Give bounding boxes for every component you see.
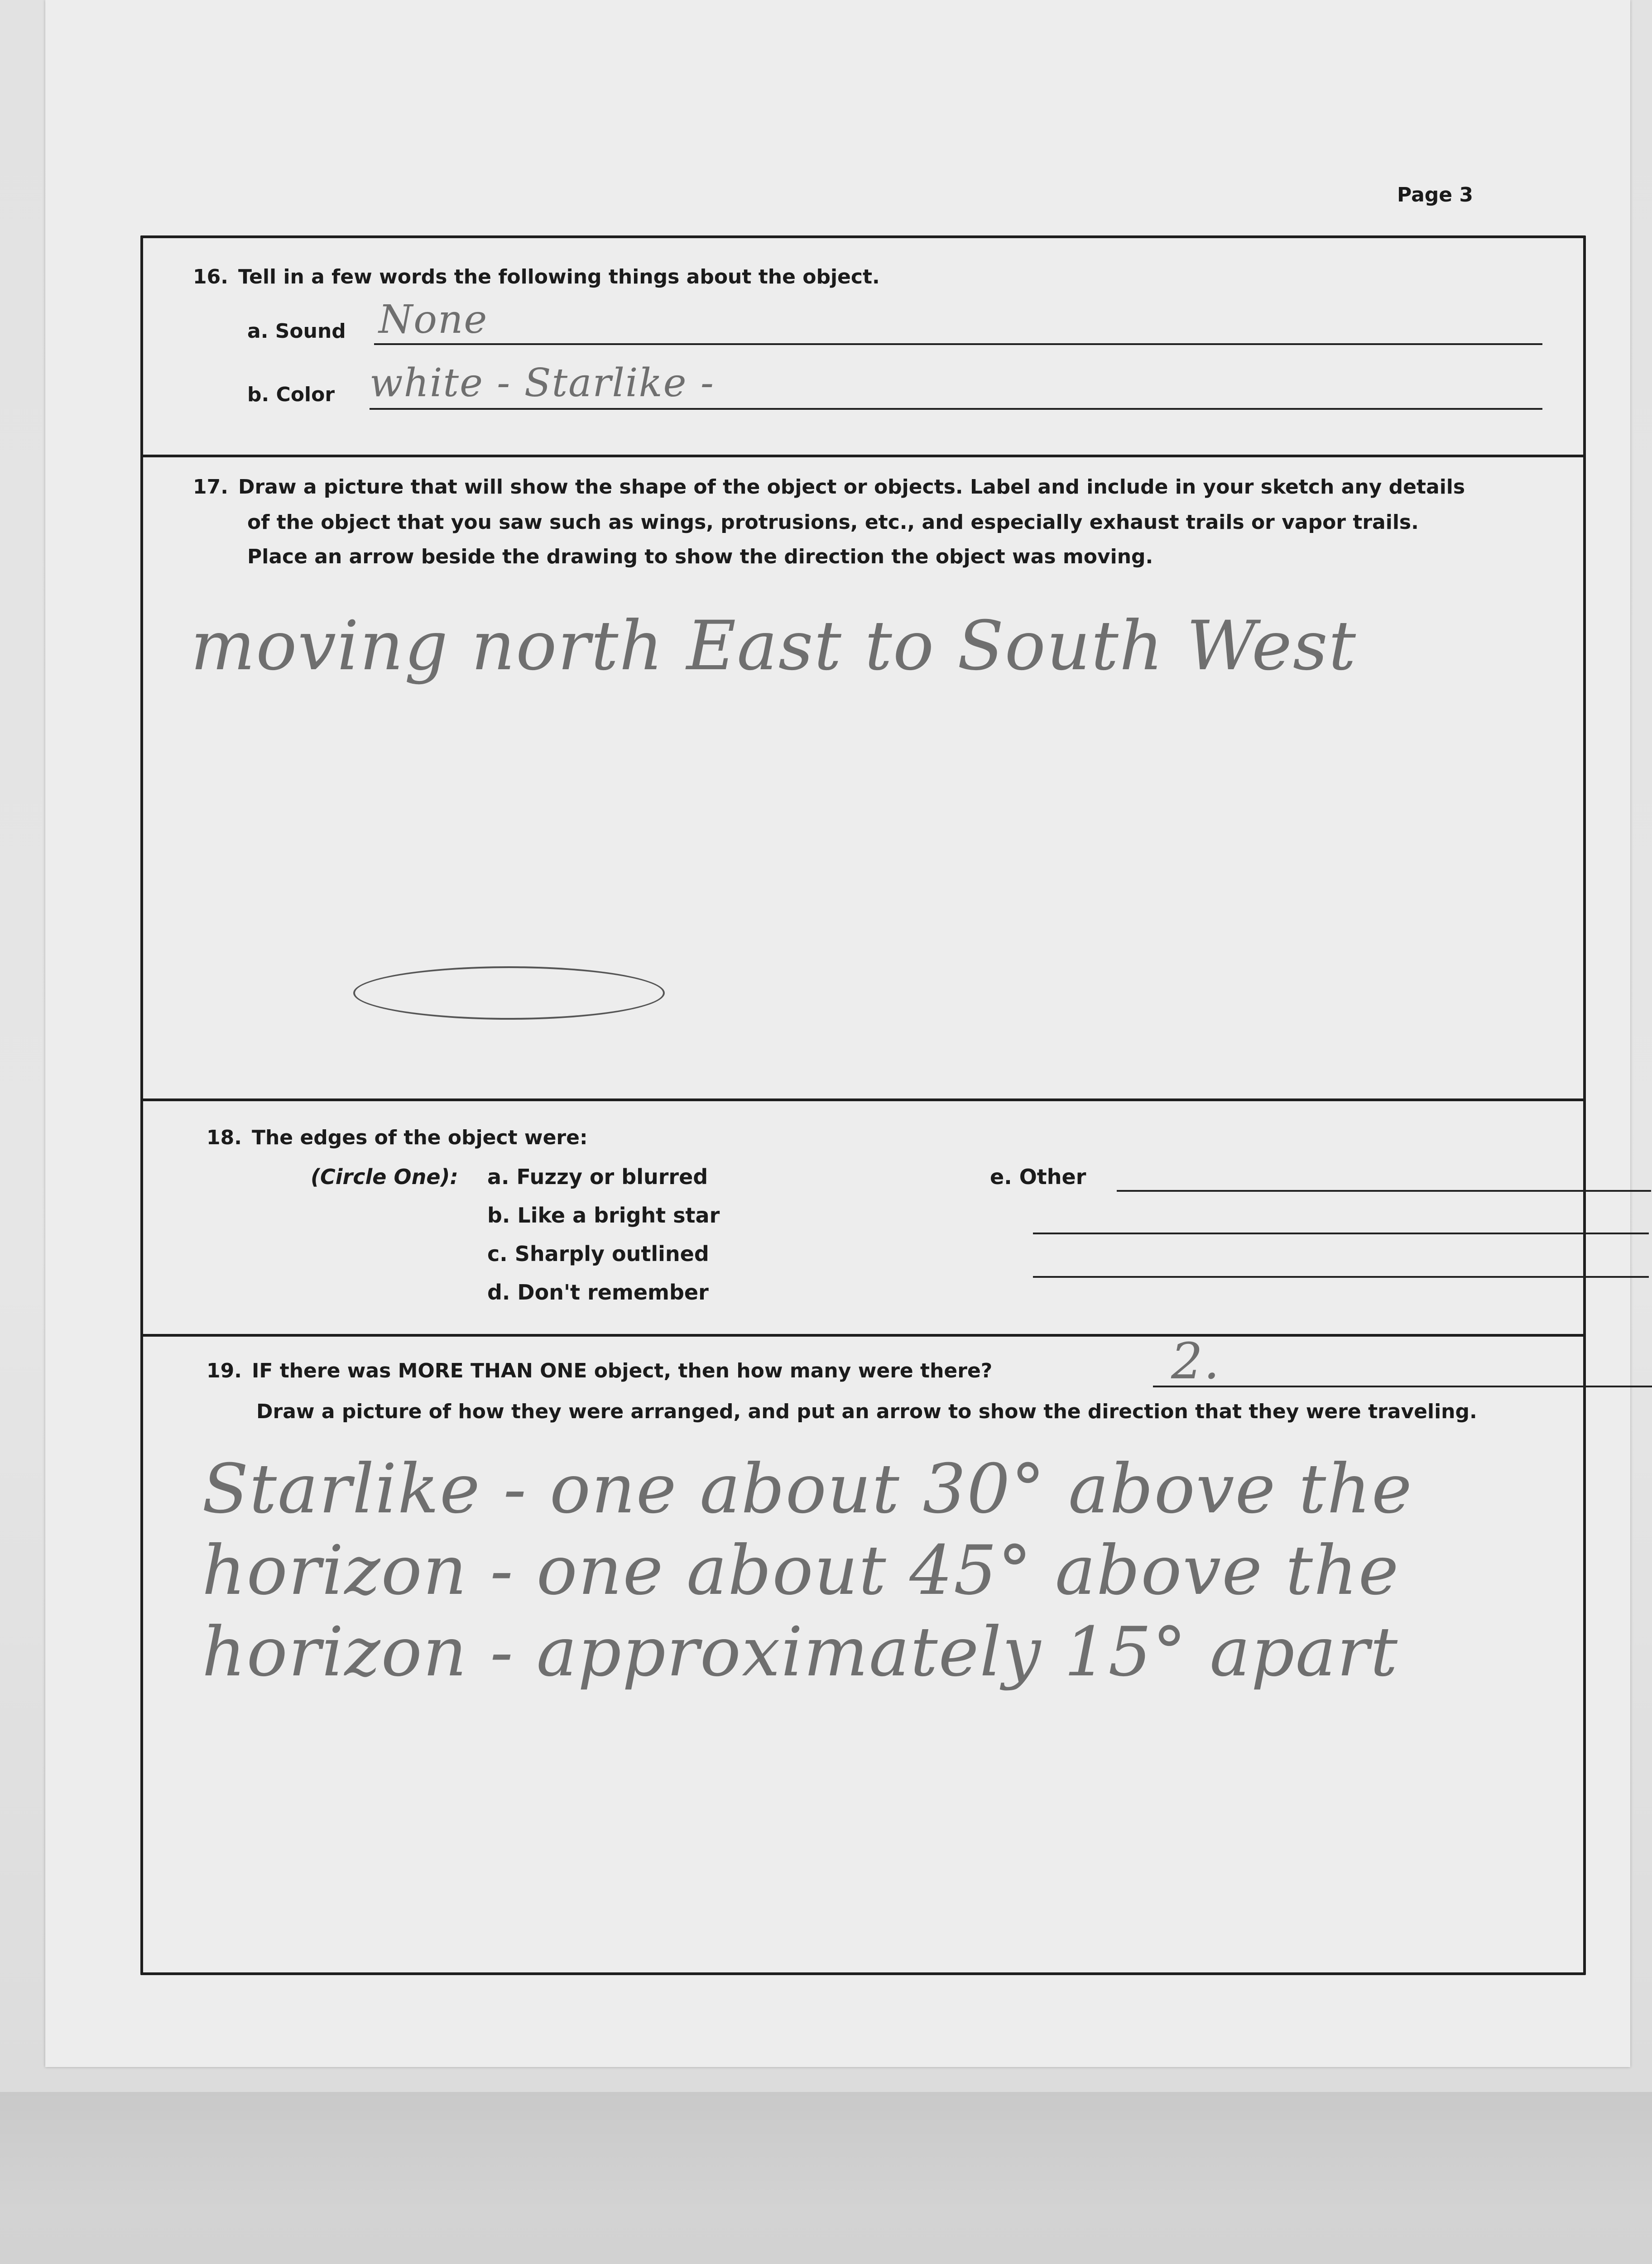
sound-answer-line xyxy=(374,343,1542,345)
edge-option-sharply-outlined[interactable]: c. Sharply outlined xyxy=(487,1242,709,1266)
question-19-line2: Draw a picture of how they were arranged, and put an arrow to show the direction that they were traveling. xyxy=(256,1400,1477,1423)
question-19-line1 xyxy=(206,1359,992,1382)
question-19-number: 19. xyxy=(206,1359,242,1382)
other-line-3 xyxy=(1033,1276,1649,1278)
question-17-number: 17. xyxy=(193,475,228,499)
other-line-1 xyxy=(1117,1190,1651,1192)
edge-option-other-label: e. Other xyxy=(990,1165,1086,1189)
form-box xyxy=(140,235,1586,1975)
object-count-line xyxy=(1153,1386,1652,1387)
question-16-prompt: Tell in a few words the following things about the object. xyxy=(238,265,880,288)
question-19-answer-line-3: horizon - approximately 15° apart xyxy=(202,1613,1399,1692)
object-count-answer: 2. xyxy=(1171,1332,1220,1390)
question-19-answer-line-2: horizon - one about 45° above the xyxy=(202,1531,1400,1610)
question-17-answer: moving north East to South West xyxy=(191,607,1357,686)
question-18-text xyxy=(206,1126,588,1149)
color-answer-line xyxy=(370,408,1542,410)
question-19-section xyxy=(143,1332,1583,1971)
question-18-prompt: The edges of the object were: xyxy=(251,1126,588,1149)
selected-option-circle xyxy=(353,966,665,1020)
form-page xyxy=(45,0,1630,2067)
question-18-number: 18. xyxy=(206,1126,242,1149)
question-17-line2: of the object that you saw such as wings, protrusions, etc., and especially exhaust trails or vapor trails. xyxy=(247,511,1419,534)
question-17-prompt-1: Draw a picture that will show the shape of the object or objects. Label and include in your sketch any details xyxy=(238,475,1465,499)
other-line-2 xyxy=(1033,1233,1649,1234)
color-label: b. Color xyxy=(247,383,335,406)
edge-option-dont-remember[interactable]: d. Don't remember xyxy=(487,1280,709,1305)
question-17-line1 xyxy=(193,475,1465,499)
circle-one-label: (Circle One): xyxy=(311,1165,458,1189)
question-19-answer-line-1: Starlike - one about 30° above the xyxy=(202,1450,1413,1529)
color-answer: white - Starlike - xyxy=(370,360,715,406)
edge-option-bright-star[interactable]: b. Like a bright star xyxy=(487,1203,720,1228)
sound-answer: None xyxy=(379,297,488,342)
page-number: Page 3 xyxy=(1397,183,1474,206)
question-18-section xyxy=(143,1101,1583,1350)
question-16-section xyxy=(143,238,1583,456)
question-17-line3: Place an arrow beside the drawing to show the direction the object was moving. xyxy=(247,545,1153,568)
question-16-text xyxy=(193,265,880,288)
sound-label: a. Sound xyxy=(247,320,346,343)
photo-background-bottom xyxy=(0,2092,1652,2264)
question-19-prompt-1: IF there was MORE THAN ONE object, then how many were there? xyxy=(251,1359,993,1382)
question-16-number: 16. xyxy=(193,265,228,288)
edge-option-fuzzy[interactable]: a. Fuzzy or blurred xyxy=(487,1165,708,1189)
